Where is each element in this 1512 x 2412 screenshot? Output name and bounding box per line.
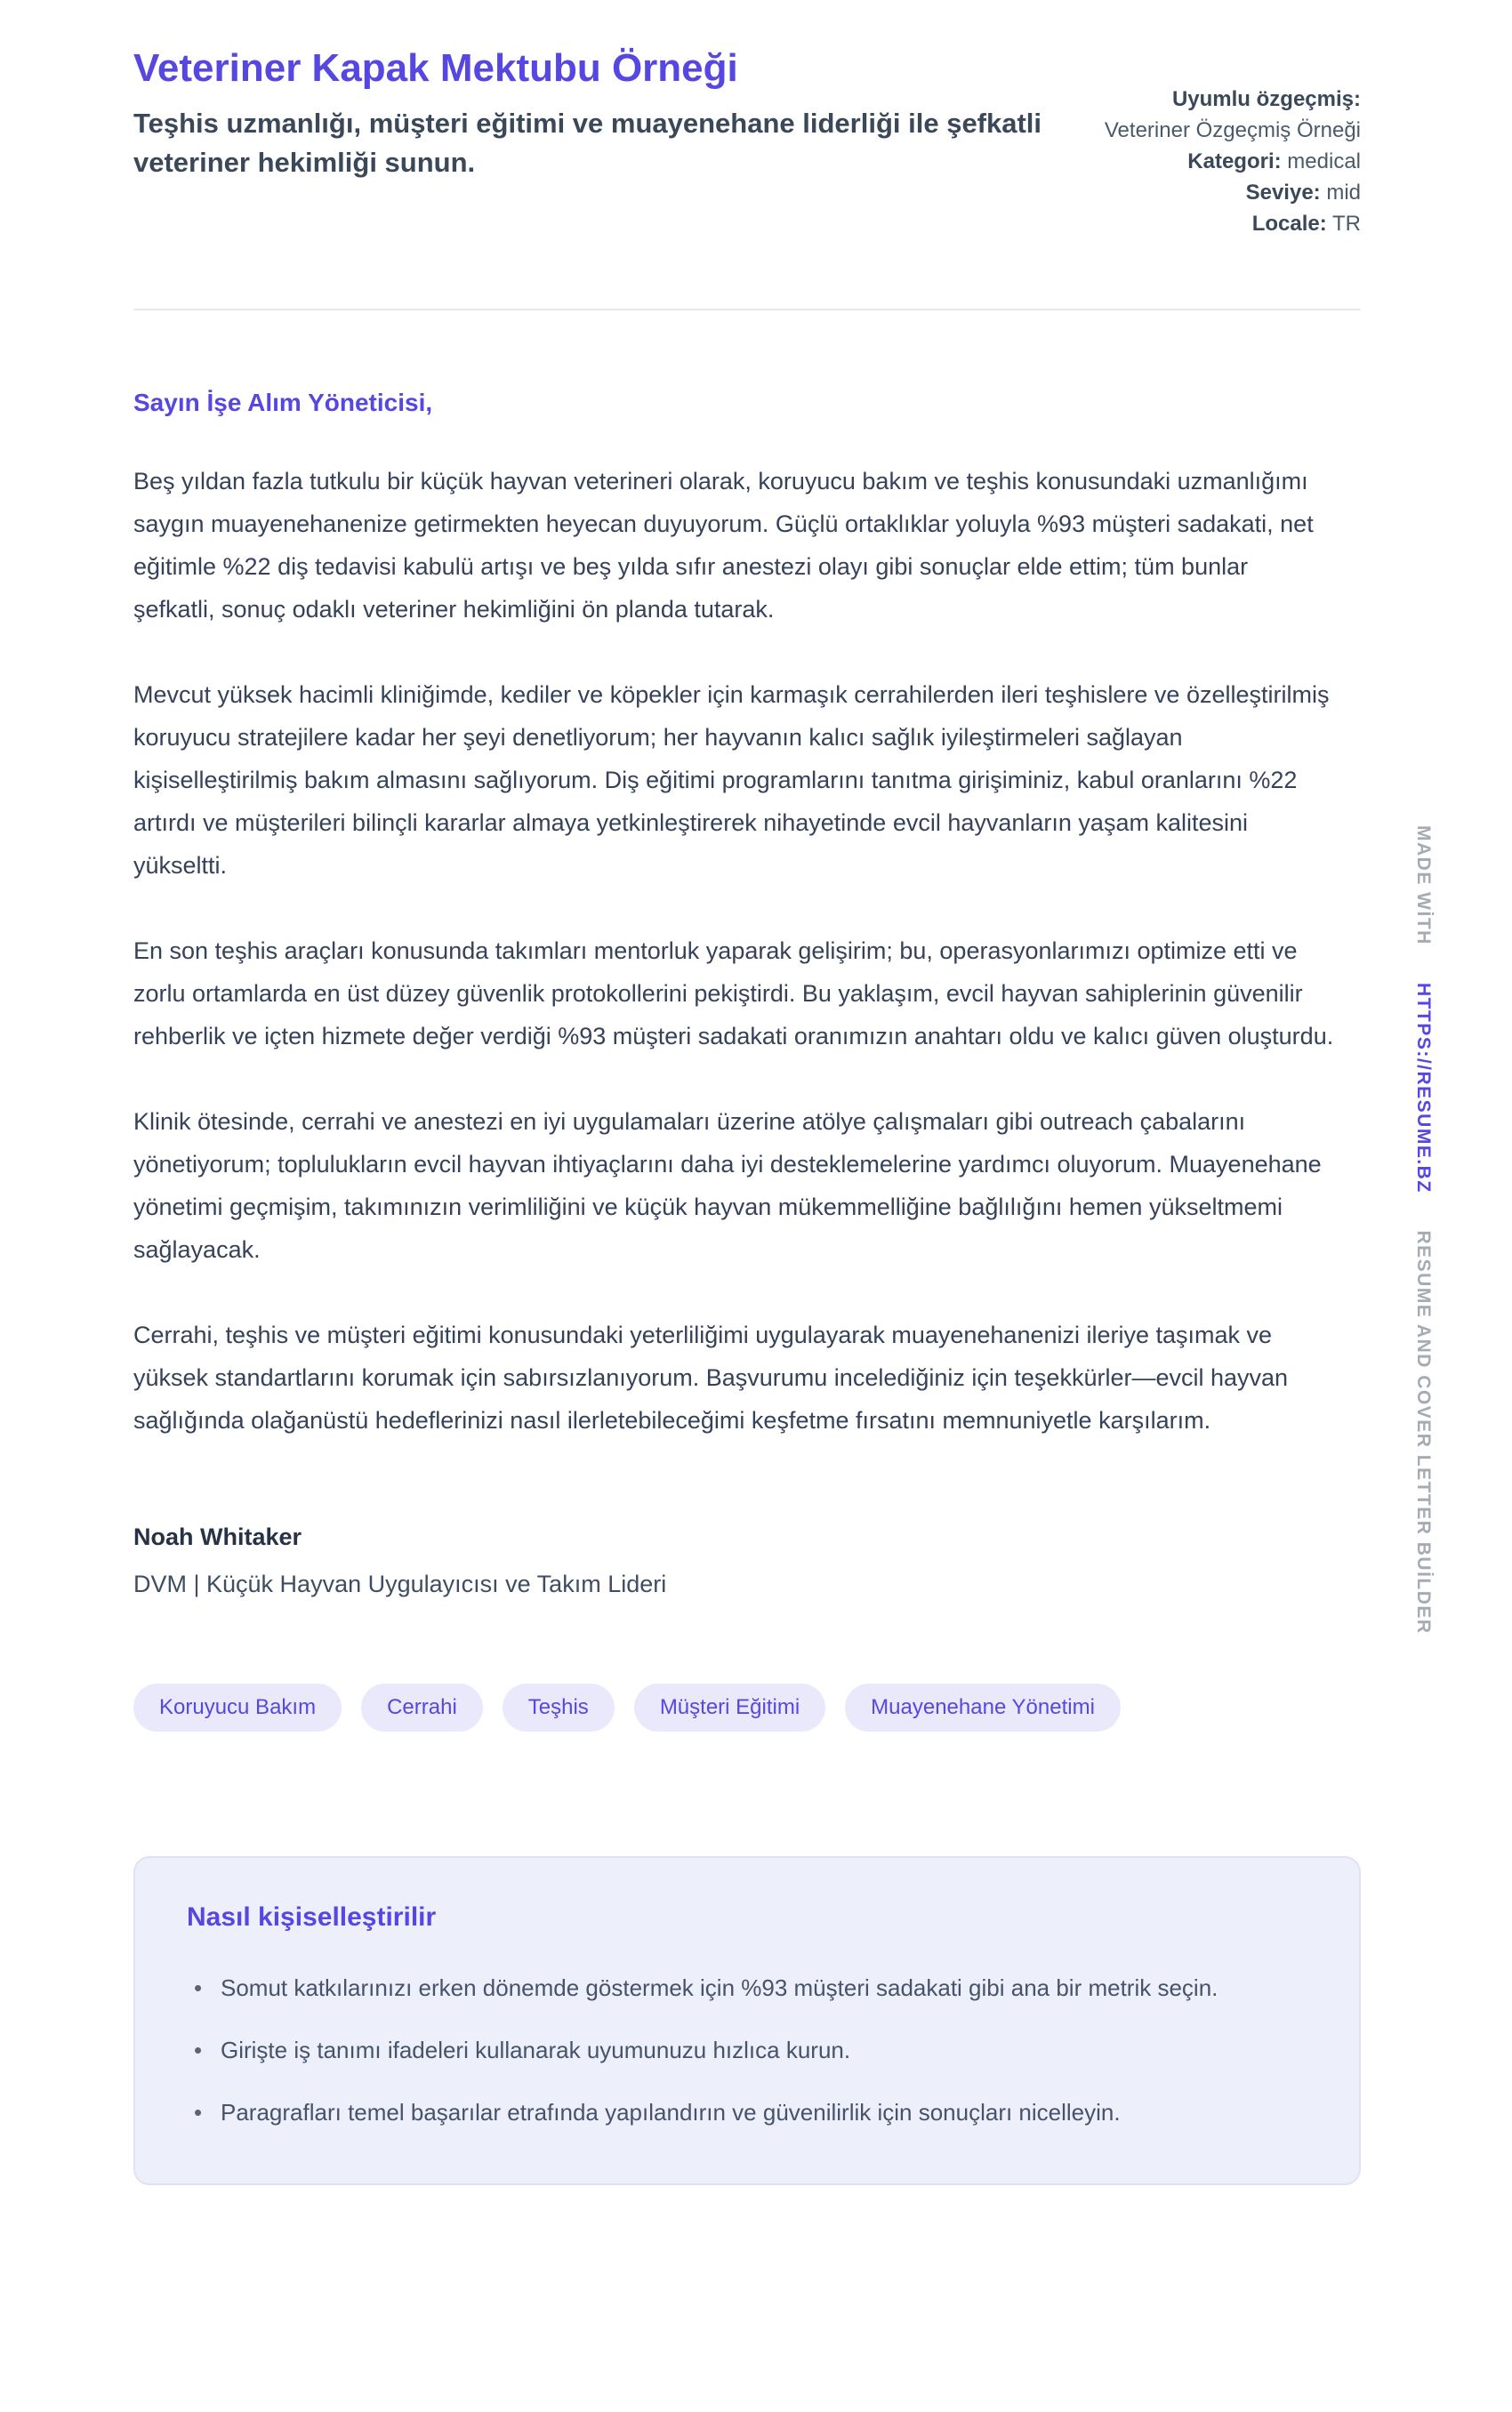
letter-paragraph-2: Mevcut yüksek hacimli kliniğimde, kediler ve köpekler için karmaşık cerrahilerden ileri teşhislere ve özelleştirilmiş koruyucu stratejilere kadar her şeyi denetliyorum; her hayvanın kalıcı sağlık iyileştirmeleri sağlayan kişiselleştirilmiş bakım almasını sağlıyorum. Diş eğitimi programlarını tanıtma girişiminiz, kabul oranlarını %22 artırdı ve müşterileri bilinçli kararlar almaya yetkinleştirerek nihayetinde evcil hayvanların yaşam kalitesini yükseltti. xyxy=(133,681,1330,879)
tips-heading: Nasıl kişiselleştirilir xyxy=(187,1902,437,1932)
skill-tag-list xyxy=(133,1684,1361,1732)
tips-list xyxy=(187,1968,1306,2132)
watermark-made-with-label: MADE WİTH xyxy=(1413,825,1434,945)
header-title-block xyxy=(133,46,1076,182)
page-title: Veteriner Kapak Mektubu Örneği xyxy=(133,46,738,90)
tag-pill-musteri-egitimi[interactable]: Müşteri Eğitimi xyxy=(634,1684,825,1732)
tag-pill-teshis[interactable]: Teşhis xyxy=(503,1684,615,1732)
tip-item-1: • Somut katkılarınızı erken dönemde göstermek için %93 müşteri sadakati gibi ana bir metrik seçin. xyxy=(187,1968,1290,2007)
letter-paragraph-3: En son teşhis araçları konusunda takımları mentorluk yaparak gelişirim; bu, operasyonlarımızı optimize etti ve zorlu ortamlarda en üst düzey güvenlik protokollerini pekiştirdi. Bu yaklaşım, evcil hayvan sahiplerinin güvenilir rehberlik ve içten hizmete değer verdiği %93 müşteri sadakati oranımızın anahtarı oldu ve kalıcı güven oluşturdu. xyxy=(133,937,1334,1049)
meta-locale-label: Locale: xyxy=(1251,212,1327,236)
meta-resume-label: Uyumlu özgeçmiş: xyxy=(1171,87,1361,111)
meta-locale-value: TR xyxy=(1332,212,1361,236)
letter-paragraph-5: Cerrahi, teşhis ve müşteri eğitimi konusundaki yeterliliğimi uygulayarak muayenehanenizi ileriye taşımak ve yüksek standartlarını korumak için sabırsızlanıyorum. Başvurumu incelediğiniz için teşekkürler—evcil hayvan sağlığında olağanüstü hedeflerinizi nasıl ilerletebileceğimi keşfetme fırsatını memnuniyetle karşılarım. xyxy=(133,1322,1289,1434)
meta-category-value: medical xyxy=(1287,149,1361,173)
header-divider xyxy=(133,309,1361,310)
tip-item-3: • Paragrafları temel başarılar etrafında yapılandırın ve güvenilirlik için sonuçları nicelleyin. xyxy=(187,2093,1290,2132)
site-watermark xyxy=(1412,825,1434,1635)
meta-locale-row xyxy=(1105,208,1361,239)
signature-name: Noah Whitaker xyxy=(133,1524,302,1550)
meta-resume-link[interactable]: Veteriner Özgeçmiş Örneği xyxy=(1104,118,1361,142)
letter-paragraph-4: Klinik ötesinde, cerrahi ve anestezi en iyi uygulamaları üzerine atölye çalışmaları gibi outreach çabalarını yönetiyorum; toplulukların evcil hayvan ihtiyaçlarını daha iyi desteklemelerine yardımcı oluyorum. Muayenehane yönetimi geçmişim, takımınızın verimliliğini ve küçük hayvan mükemmelliğine bağlılığını hemen yükseltmemi sağlayacak. xyxy=(133,1108,1322,1263)
page-header xyxy=(133,46,1361,239)
letter-paragraph-1: Beş yıldan fazla tutkulu bir küçük hayvan veterineri olarak, koruyucu bakım ve teşhis konusundaki uzmanlığımı saygın muayenehanenize getirmekten heyecan duyuyorum. Güçlü ortaklıklar yoluyla %93 müşteri sadakati, net eğitimle %22 diş tedavisi kabulü artışı ve beş yılda sıfır anestezi olayı gibi sonuçlar elde ettim; tüm bunlar şefkatli, sonuç odaklı veteriner hekimliğini ön planda tutarak. xyxy=(133,468,1314,623)
meta-panel xyxy=(1105,84,1361,239)
meta-category-row xyxy=(1105,146,1361,177)
meta-category-label: Kategori: xyxy=(1187,149,1282,173)
tag-pill-koruyucu-bakim[interactable]: Koruyucu Bakım xyxy=(133,1684,342,1732)
meta-level-label: Seviye: xyxy=(1245,181,1321,205)
letter-greeting: Sayın İşe Alım Yöneticisi, xyxy=(133,389,433,416)
meta-resume-value-row xyxy=(1105,115,1361,146)
page-subtitle: Teşhis uzmanlığı, müşteri eğitimi ve muayenehane liderliği ile şefkatli veteriner hekimliği sunun. xyxy=(133,107,1042,178)
tip-item-2: • Girişte iş tanımı ifadeleri kullanarak uyumunuzu hızlıca kurun. xyxy=(187,2030,1290,2070)
cover-letter-body xyxy=(133,389,1334,1598)
meta-resume-label-row xyxy=(1105,84,1361,115)
meta-level-row xyxy=(1105,177,1361,208)
watermark-tagline: RESUME AND COVER LETTER BUİLDER xyxy=(1413,1230,1434,1635)
tag-pill-muayenehane-yonetimi[interactable]: Muayenehane Yönetimi xyxy=(845,1684,1121,1732)
meta-level-value: mid xyxy=(1326,181,1361,205)
watermark-site-link[interactable]: HTTPS://RESUME.BZ xyxy=(1413,982,1434,1194)
signature-title: DVM | Küçük Hayvan Uygulayıcısı ve Takım Lideri xyxy=(133,1571,667,1597)
tag-pill-cerrahi[interactable]: Cerrahi xyxy=(361,1684,483,1732)
personalization-tips-card xyxy=(133,1856,1361,2185)
